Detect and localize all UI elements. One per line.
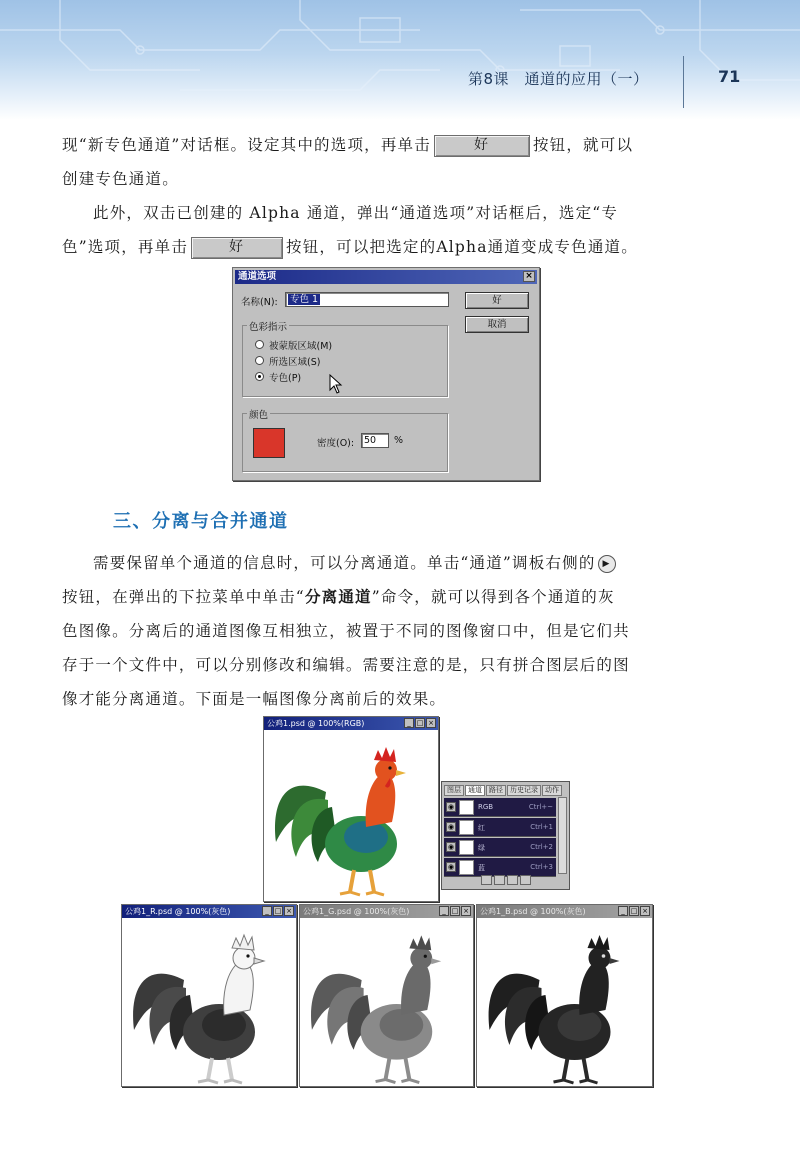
channel-name: RGB (478, 803, 494, 811)
body-line-4: 存于一个文件中，可以分别修改和编辑。需要注意的是，只有拼合图层后的图 (62, 656, 630, 674)
text-run: 需要保留单个通道的信息时，可以分离通道。单击“通道”调板右侧的 (93, 554, 596, 572)
maximize-button[interactable]: □ (416, 719, 424, 727)
page-header (0, 0, 800, 120)
radio-selected-areas-label: 所选区域(S) (269, 357, 321, 368)
paragraph-1-line-2: 创建专色通道。 (62, 170, 179, 188)
load-selection-button[interactable] (481, 875, 492, 885)
eye-icon[interactable]: ◉ (447, 823, 455, 831)
solidity-unit: % (394, 435, 404, 446)
body-paragraph (62, 546, 732, 716)
dialog-title-bar (235, 270, 537, 284)
rgb-canvas (266, 732, 436, 899)
solidity-label: 密度(O): (317, 438, 355, 449)
close-button[interactable]: × (640, 906, 650, 916)
maximize-button[interactable]: □ (630, 907, 638, 915)
green-window-title: 公鸡1_G.psd @ 100%(灰色) (303, 907, 410, 916)
color-indicates-label: 色彩指示 (247, 319, 289, 333)
close-button[interactable]: × (426, 718, 436, 728)
split-channels-term: 分离通道 (304, 587, 372, 606)
section-heading: 三、分离与合并通道 (113, 511, 289, 532)
inline-ok-button-2: 好 (191, 237, 283, 259)
header-divider (683, 56, 684, 108)
radio-selected-areas[interactable] (255, 356, 264, 365)
paragraph-2 (62, 196, 732, 264)
palette-menu-arrow-icon: ▶ (598, 555, 616, 573)
channel-name: 绿 (478, 844, 485, 852)
radio-masked-areas-label: 被蒙版区域(M) (269, 341, 333, 352)
channel-thumbnail (459, 800, 474, 815)
delete-channel-button[interactable] (520, 875, 531, 885)
ok-button[interactable]: 好 (465, 292, 529, 309)
window-controls (618, 906, 650, 917)
body-line-3: 色图像。分离后的通道图像互相独立，被置于不同的图像窗口中，但是它们共 (62, 622, 630, 640)
channel-shortcut: Ctrl+2 (530, 843, 553, 851)
tab-layers[interactable]: 图层 (444, 785, 464, 796)
paragraph-1 (62, 128, 732, 196)
inline-ok-button-1: 好 (434, 135, 530, 157)
dialog-title: 通道选项 (238, 271, 277, 282)
tab-actions[interactable]: 动作 (542, 785, 562, 796)
red-window-title: 公鸡1_R.psd @ 100%(灰色) (125, 907, 231, 916)
blue-channel-window (476, 904, 653, 1087)
blue-window-title: 公鸡1_B.psd @ 100%(灰色) (480, 907, 586, 916)
window-controls (439, 906, 471, 917)
channel-shortcut: Ctrl+3 (530, 863, 553, 871)
mouse-cursor-icon (329, 374, 343, 394)
page-number: 71 (718, 67, 741, 86)
channels-palette (441, 781, 570, 890)
radio-spot-color-label: 专色(P) (269, 373, 302, 384)
red-canvas (124, 920, 294, 1084)
text-run: ”命令，就可以得到各个通道的灰 (371, 588, 615, 606)
radio-masked-areas[interactable] (255, 340, 264, 349)
rgb-image-window (263, 716, 439, 902)
channel-thumbnail (459, 860, 474, 875)
tab-paths[interactable]: 路径 (486, 785, 506, 796)
channel-row-green[interactable] (444, 838, 556, 857)
tab-channels[interactable]: 通道 (465, 785, 485, 796)
blue-canvas (479, 920, 650, 1084)
rooster-blue-channel-image (479, 920, 652, 1086)
text-run: 按钮，就可以 (532, 136, 634, 154)
eye-icon[interactable]: ◉ (447, 863, 455, 871)
paragraph-1-line-1 (62, 128, 732, 162)
tab-history[interactable]: 历史记录 (507, 785, 541, 796)
name-input[interactable] (285, 292, 449, 307)
channel-thumbnail (459, 820, 474, 835)
minimize-button[interactable]: _ (404, 718, 414, 728)
window-controls (262, 906, 294, 917)
close-button[interactable]: × (284, 906, 294, 916)
dialog-close-button[interactable]: × (523, 271, 535, 282)
rooster-red-channel-image (124, 920, 296, 1086)
rooster-green-channel-image (302, 920, 473, 1086)
paragraph-2-line-1: 此外，双击已创建的 Alpha 通道，弹出“通道选项”对话框后，选定“专 (93, 204, 619, 222)
color-group-label: 颜色 (247, 407, 270, 421)
name-input-value: 专色 1 (290, 294, 319, 305)
channel-name: 蓝 (478, 864, 485, 872)
palette-scrollbar[interactable] (558, 797, 567, 874)
paragraph-2-line-2 (62, 230, 732, 264)
lesson-title: 第8课 通道的应用（一） (468, 70, 649, 88)
eye-icon[interactable]: ◉ (447, 803, 455, 811)
save-selection-button[interactable] (494, 875, 505, 885)
channel-thumbnail (459, 840, 474, 855)
window-controls (404, 718, 436, 729)
palette-tabs (444, 785, 567, 796)
close-button[interactable]: × (461, 906, 471, 916)
text-run: 按钮，在弹出的下拉菜单中单击“ (62, 588, 305, 606)
cancel-button[interactable]: 取消 (465, 316, 529, 333)
body-line-5: 像才能分离通道。下面是一幅图像分离前后的效果。 (62, 690, 447, 708)
rgb-window-title: 公鸡1.psd @ 100%(RGB) (267, 719, 365, 728)
channel-shortcut: Ctrl+1 (530, 823, 553, 831)
eye-icon[interactable]: ◉ (447, 843, 455, 851)
text-run: 按钮，可以把选定的Alpha通道变成专色通道。 (286, 238, 638, 256)
green-canvas (302, 920, 471, 1084)
channel-shortcut: Ctrl+~ (528, 803, 553, 811)
maximize-button[interactable]: □ (451, 907, 459, 915)
spot-color-swatch[interactable] (253, 428, 285, 458)
radio-spot-color[interactable] (255, 372, 264, 381)
minimize-button[interactable]: _ (618, 906, 628, 916)
red-channel-window (121, 904, 297, 1087)
header-circuit-decoration (0, 0, 800, 110)
solidity-input[interactable]: 50 (361, 433, 389, 448)
text-run: 色”选项，再单击 (62, 238, 189, 256)
body-line-1 (62, 546, 732, 580)
maximize-button[interactable]: □ (274, 907, 282, 915)
name-label: 名称(N): (241, 297, 278, 308)
channel-row-rgb[interactable] (444, 798, 556, 817)
body-line-2 (62, 580, 732, 614)
minimize-button[interactable]: _ (262, 906, 272, 916)
minimize-button[interactable]: _ (439, 906, 449, 916)
channel-name: 红 (478, 824, 485, 832)
channel-row-red[interactable] (444, 818, 556, 837)
palette-footer-buttons (444, 875, 567, 887)
new-channel-button[interactable] (507, 875, 518, 885)
green-channel-window (299, 904, 474, 1087)
text-run: 现“新专色通道”对话框。设定其中的选项，再单击 (62, 136, 431, 154)
rooster-color-image (266, 732, 438, 901)
